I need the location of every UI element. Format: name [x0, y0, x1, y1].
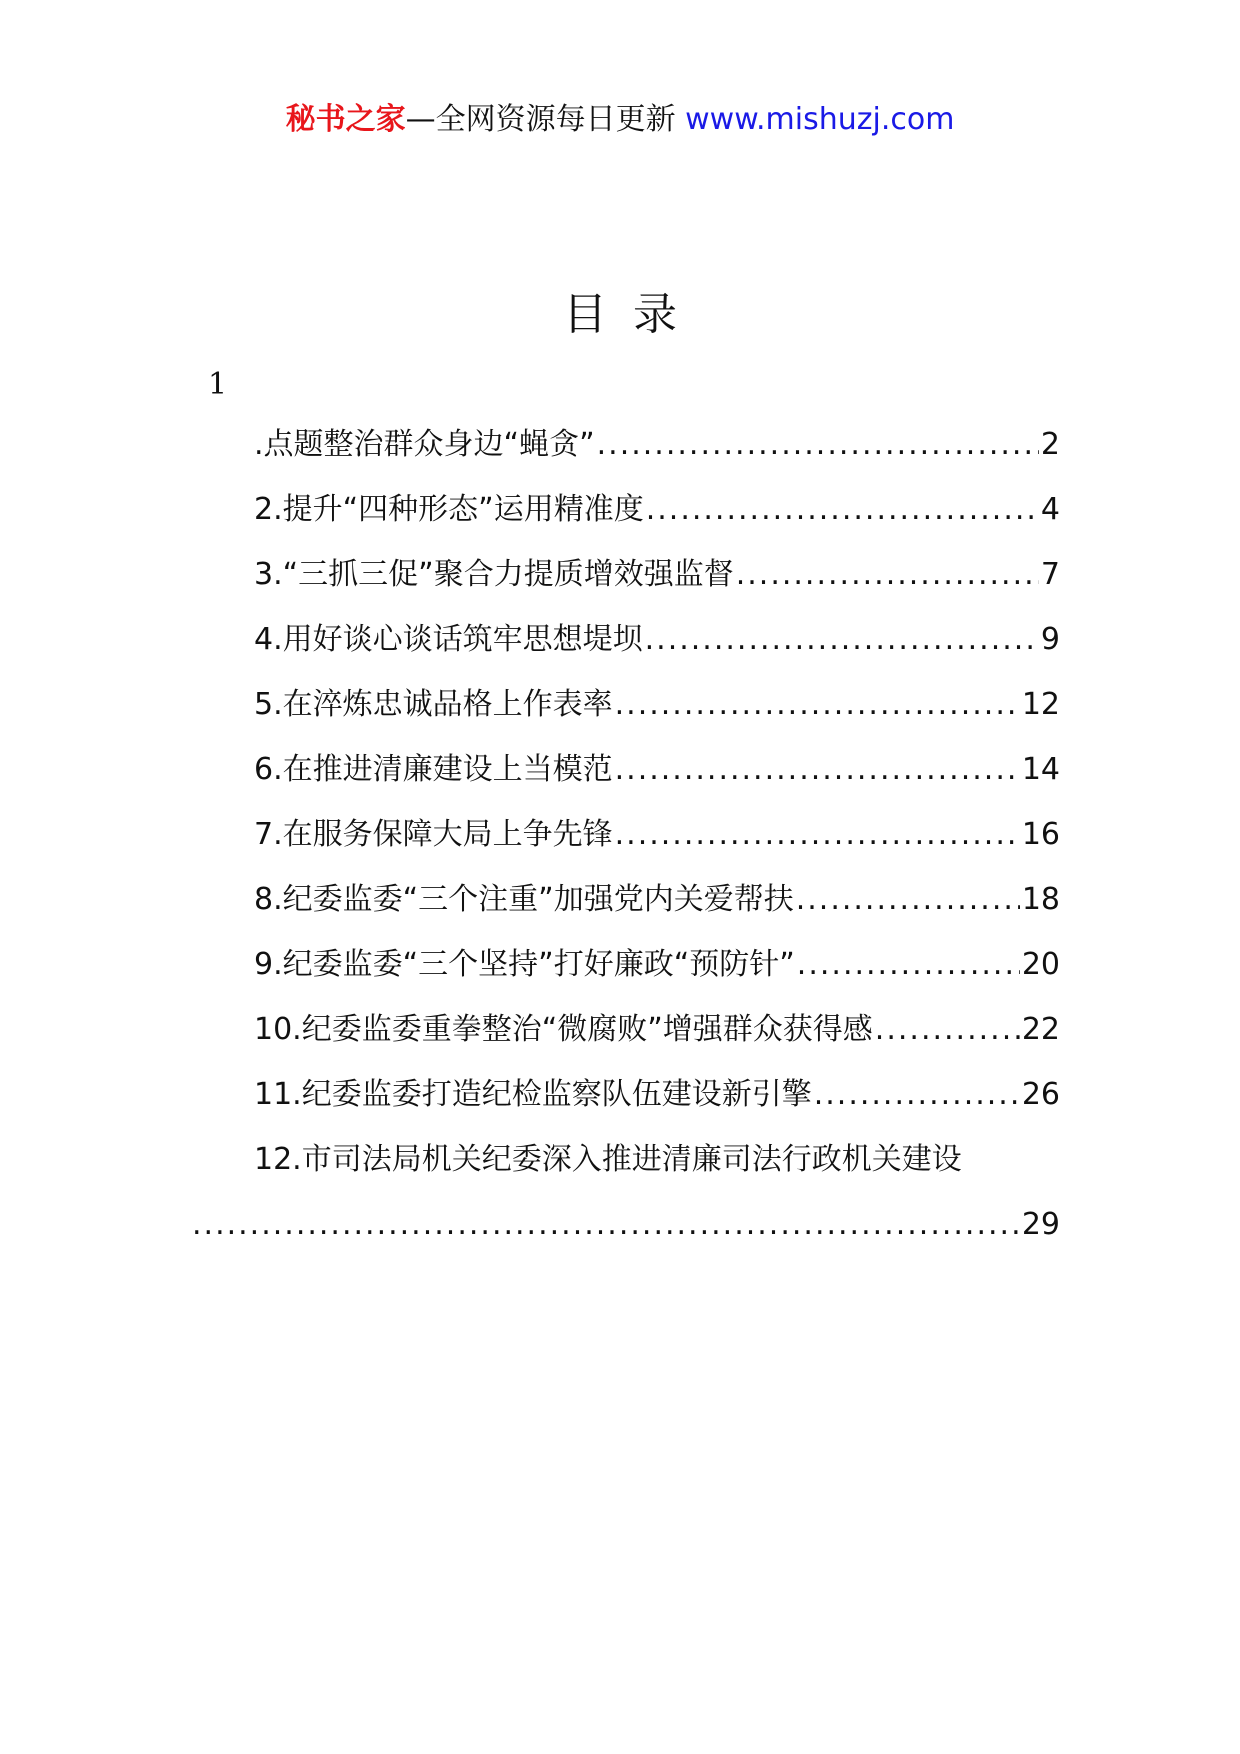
dot-leader [645, 620, 1039, 660]
toc-entry-7[interactable] [190, 815, 1060, 880]
dot-leader [797, 945, 1020, 985]
dot-leader [646, 490, 1039, 530]
toc-entry-page: 18 [1021, 882, 1060, 917]
banner-tagline: —全网资源每日更新 [405, 102, 676, 137]
stray-page-number: 1 [208, 367, 228, 402]
toc-entry-10[interactable] [190, 1010, 1060, 1075]
toc-entry-label: 8.纪委监委“三个注重”加强党内关爱帮扶 [254, 882, 794, 917]
toc-entry-label: 11.纪委监委打造纪检监察队伍建设新引擎 [254, 1077, 812, 1112]
table-of-contents [190, 425, 1060, 1270]
toc-entry-page: 2 [1040, 427, 1060, 462]
toc-entry-9[interactable] [190, 945, 1060, 1010]
toc-entry-label: 9.纪委监委“三个坚持”打好廉政“预防针” [254, 947, 795, 982]
toc-entry-label: 12.市司法局机关纪委深入推进清廉司法行政机关建设 [254, 1142, 962, 1177]
toc-entry-label: .点题整治群众身边“蝇贪” [254, 427, 595, 462]
toc-entry-page: 20 [1021, 947, 1060, 982]
toc-entry-3[interactable] [190, 555, 1060, 620]
dot-leader [615, 750, 1020, 790]
toc-entry-5[interactable] [190, 685, 1060, 750]
toc-entry-6[interactable] [190, 750, 1060, 815]
toc-entry-page: 26 [1021, 1077, 1060, 1112]
toc-entry-page: 22 [1021, 1012, 1060, 1047]
toc-entry-label: 10.纪委监委重拳整治“微腐败”增强群众获得感 [254, 1012, 873, 1047]
toc-entry-label: 4.用好谈心谈话筑牢思想堤坝 [254, 622, 643, 657]
toc-entry-label: 3.“三抓三促”聚合力提质增效强监督 [254, 557, 734, 592]
toc-entry-12-continuation[interactable] [190, 1205, 1060, 1270]
site-url-link[interactable]: www.mishuzj.com [685, 102, 955, 137]
toc-entry-2[interactable] [190, 490, 1060, 555]
toc-entry-label: 6.在推进清廉建设上当模范 [254, 752, 613, 787]
dot-leader [615, 815, 1020, 855]
toc-title: 目录 [563, 289, 703, 340]
toc-entry-page: 9 [1040, 622, 1060, 657]
toc-entry-page: 14 [1021, 752, 1060, 787]
dot-leader [814, 1075, 1020, 1115]
toc-entry-page: 29 [1021, 1207, 1060, 1242]
toc-entry-8[interactable] [190, 880, 1060, 945]
toc-entry-page: 7 [1040, 557, 1060, 592]
dot-leader [192, 1205, 1020, 1245]
dot-leader [796, 880, 1020, 920]
toc-entry-label: 2.提升“四种形态”运用精准度 [254, 492, 644, 527]
toc-entry-11[interactable] [190, 1075, 1060, 1140]
toc-entry-4[interactable] [190, 620, 1060, 685]
dot-leader [736, 555, 1039, 595]
toc-entry-page: 4 [1040, 492, 1060, 527]
brand-name: 秘书之家 [285, 102, 406, 137]
toc-entry-page: 16 [1021, 817, 1060, 852]
site-banner [0, 100, 1240, 140]
toc-entry-label: 7.在服务保障大局上争先锋 [254, 817, 613, 852]
dot-leader [597, 425, 1039, 465]
toc-entry-page: 12 [1021, 687, 1060, 722]
toc-entry-1[interactable] [190, 425, 1060, 490]
toc-entry-label: 5.在淬炼忠诚品格上作表率 [254, 687, 613, 722]
dot-leader [875, 1010, 1020, 1050]
dot-leader [615, 685, 1020, 725]
toc-entry-12[interactable] [190, 1140, 1060, 1205]
